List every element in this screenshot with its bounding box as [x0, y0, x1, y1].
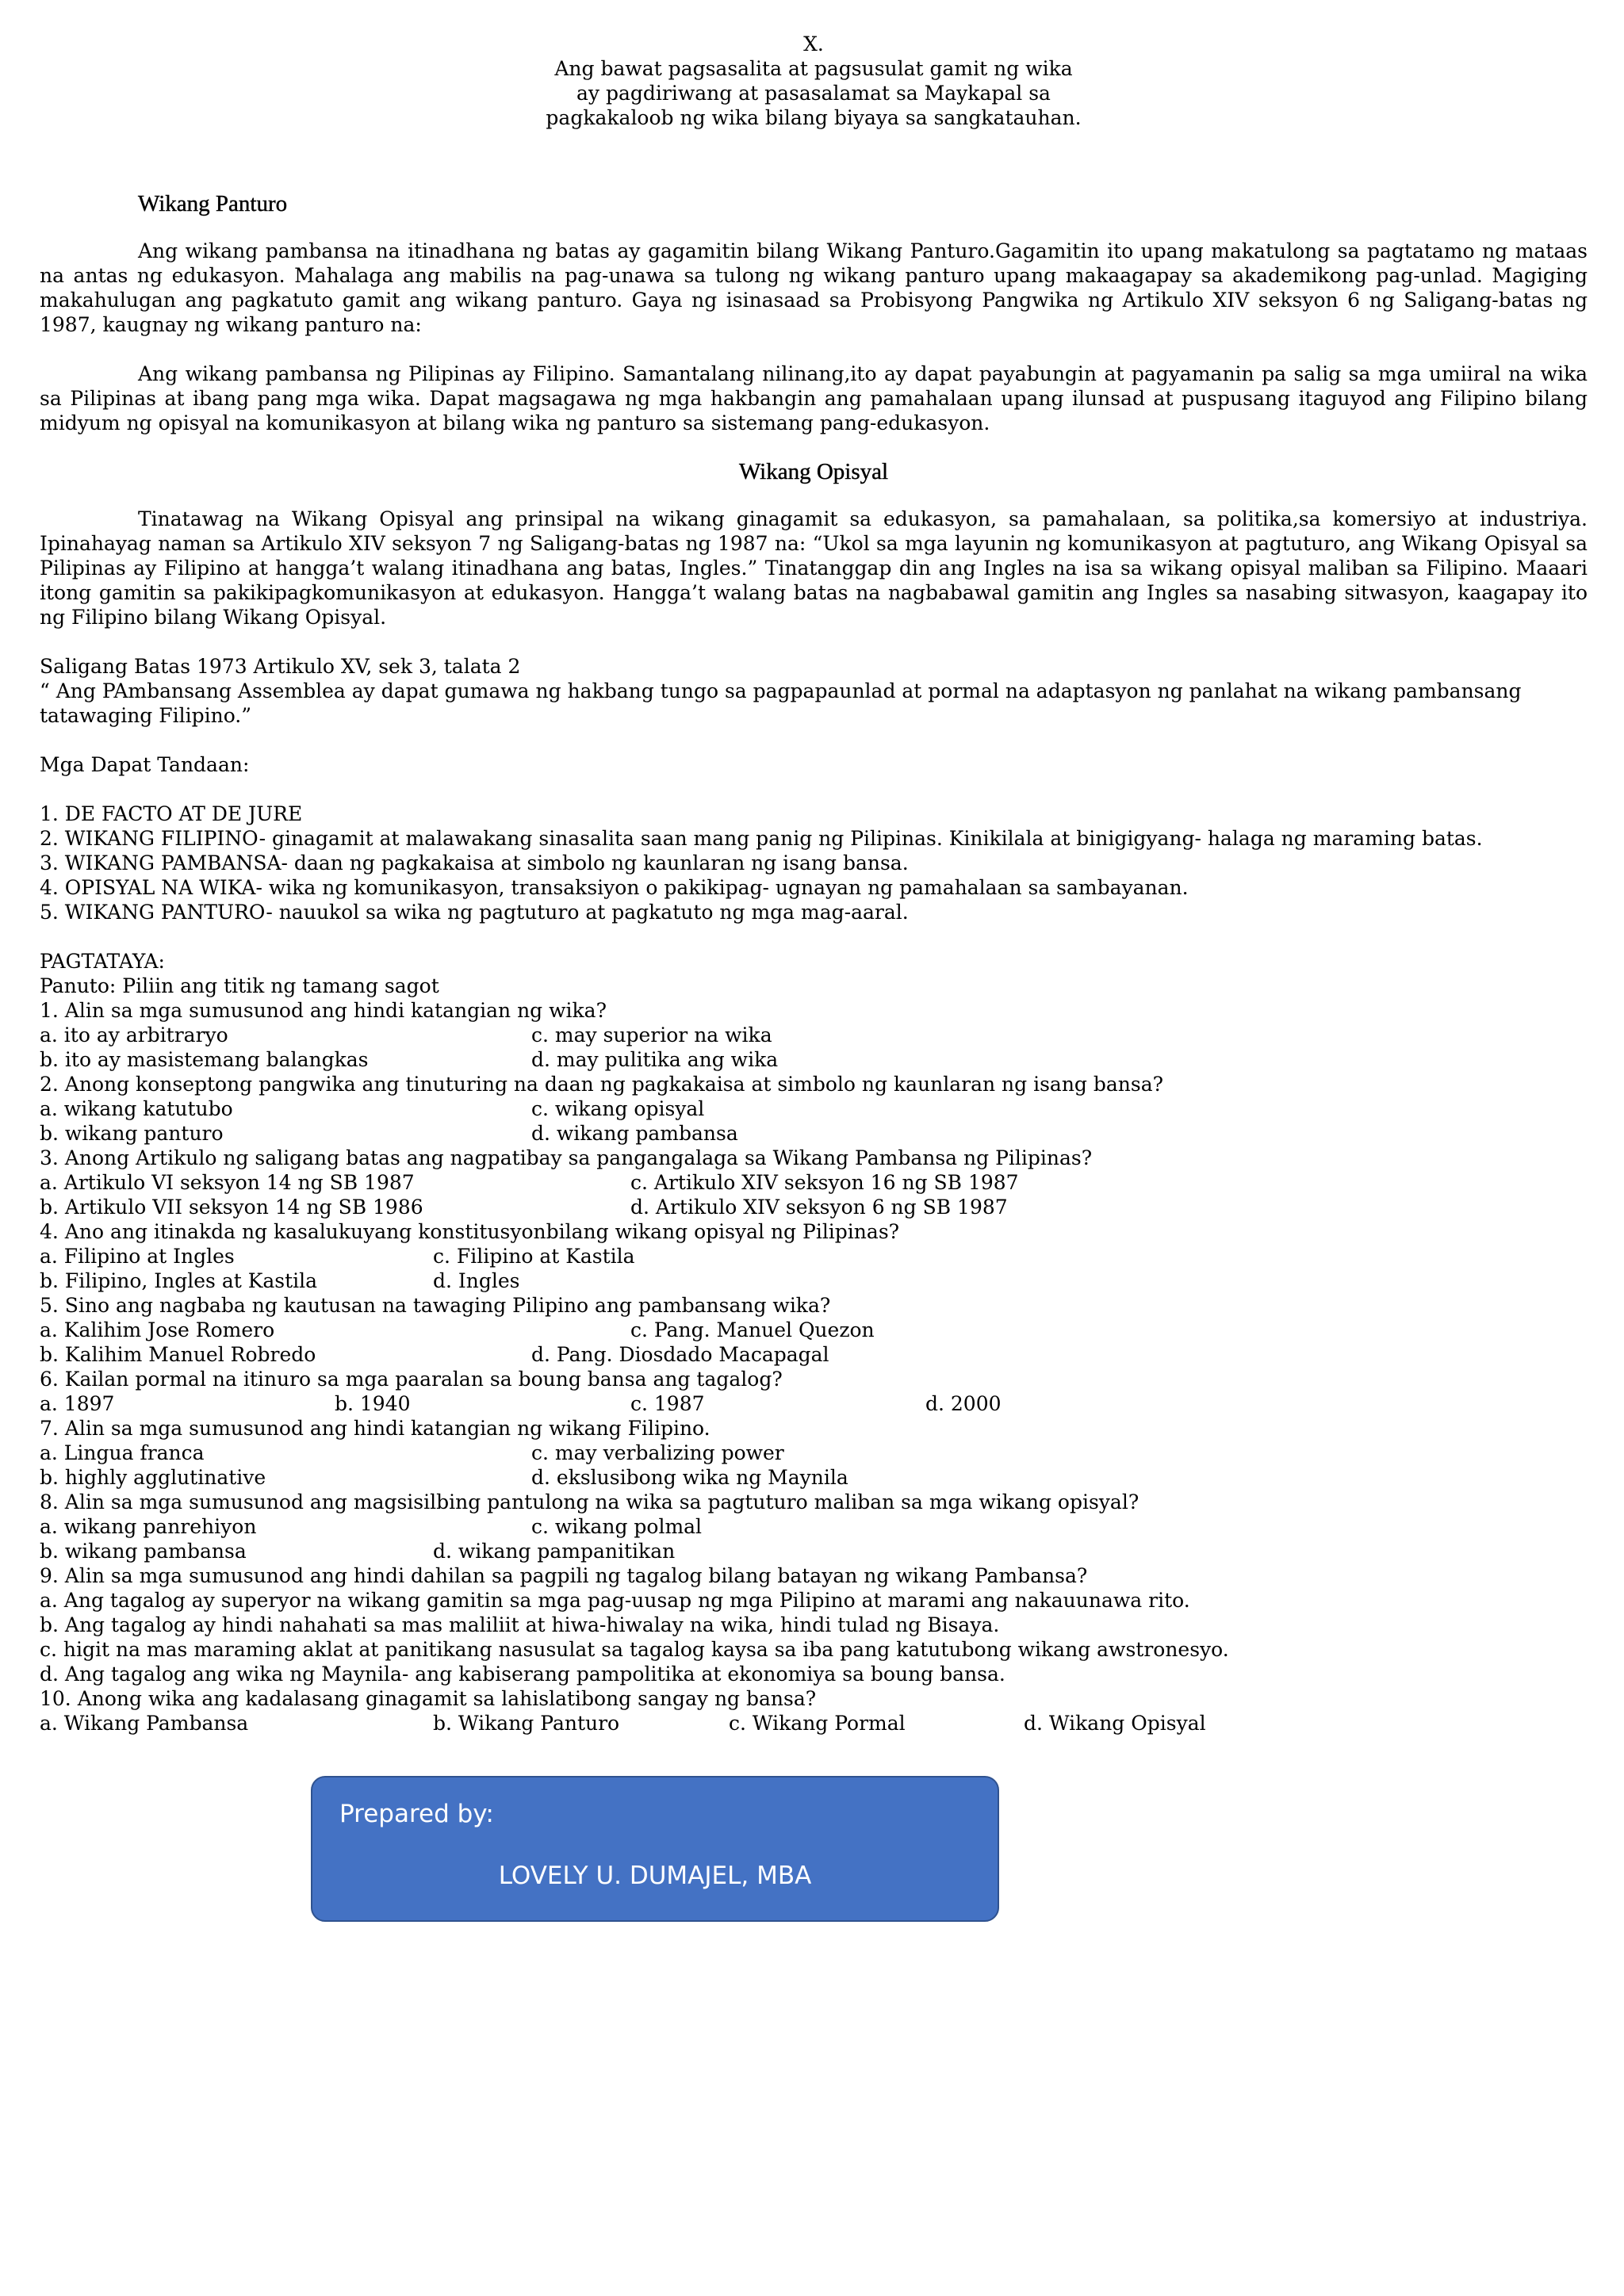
document-page	[40, 32, 1588, 1735]
question-9: 9. Alin sa mga sumusunod ang hindi dahilan sa pagpili ng tagalog bilang batayan ng wikang Pambansa?	[40, 1564, 1088, 1587]
choices-row	[40, 1096, 1588, 1121]
choice-c: c. may superior na wika	[531, 1024, 772, 1047]
choice-a: a. 1897	[40, 1392, 115, 1415]
tandaan-title: Mga Dapat Tandaan:	[40, 753, 250, 776]
pagtataya-title: PAGTATAYA:	[40, 950, 165, 973]
choice-b: b. Ang tagalog ay hindi nahahati sa mas maliliit at hiwa-hiwalay na wika, hindi tulad ng Bisaya.	[40, 1613, 1000, 1636]
tandaan-item: 2. WIKANG FILIPINO- ginagamit at malawakang sinasalita saan mang panig ng Pilipinas. Kinikilala at binigigyang- halaga ng maraming batas.	[40, 827, 1483, 850]
choice-a: a. Lingua franca	[40, 1441, 205, 1464]
prepared-by-box	[311, 1776, 999, 1922]
panturo-paragraph-2: Ang wikang pambansa ng Pilipinas ay Filipino. Samantalang nilinang,ito ay dapat payabungin at pagyamanin pa salig sa mga umiiral na wika sa Pilipinas at ibang pang mga wika. Dapat magsagawa ng mga hakbangin ang pamahalaan upang ilunsad at puspusang itaguyod ang Filipino bilang midyum ng opisyal na komunikasyon at bilang wika ng panturo sa sistemang pang-edukasyon.	[40, 362, 1588, 434]
question-6: 6. Kailan pormal na itinuro sa mga paaralan sa boung bansa ang tagalog?	[40, 1368, 783, 1391]
question-10: 10. Anong wika ang kadalasang ginagamit sa lahislatibong sangay ng bansa?	[40, 1687, 817, 1710]
choice-d: d. Ingles	[433, 1269, 520, 1292]
question-4: 4. Ano ang itinakda ng kasalukuyang konstitusyonbilang wikang opisyal ng Pilipinas?	[40, 1220, 900, 1243]
question-1: 1. Alin sa mga sumusunod ang hindi katangian ng wika?	[40, 999, 607, 1022]
choice-c: c. Artikulo XIV seksyon 16 ng SB 1987	[630, 1171, 1019, 1194]
header-line-4: pagkakaloob ng wika bilang biyaya sa sangkatauhan.	[546, 106, 1082, 129]
choice-a: a. Kalihim Jose Romero	[40, 1318, 275, 1341]
heading-wikang-panturo: Wikang Panturo	[138, 191, 288, 216]
prepared-by-label: Prepared by:	[339, 1800, 494, 1828]
choice-c: c. higit na mas maraming aklat at panitikang nasusulat sa tagalog kaysa sa iba pang katutubong wikang awstronesyo.	[40, 1638, 1229, 1661]
tandaan-item: 5. WIKANG PANTURO- nauukol sa wika ng pagtuturo at pagkatuto ng mga mag-aaral.	[40, 901, 909, 924]
panturo-paragraph-1: Ang wikang pambansa na itinadhana ng batas ay gagamitin bilang Wikang Panturo.Gagamitin ito upang makatulong sa pagtatamo ng mataas na antas ng edukasyon. Mahalaga ang mabilis na pag-unawa sa tulong ng wikang panturo upang makaagapay sa akademikong pag-unlad. Magiging makahulugan ang pagkatuto gamit ang wikang panturo. Gaya ng isinasaad sa Probisyong Pangwika ng Artikulo XIV seksyon 6 ng Saligang-batas ng 1987, kaugnay ng wikang panturo na:	[40, 239, 1588, 336]
choice-d: d. Pang. Diosdado Macapagal	[531, 1343, 829, 1366]
choice-a: a. Wikang Pambansa	[40, 1712, 249, 1735]
choice-d: d. wikang pambansa	[531, 1122, 738, 1145]
choice-c: c. may verbalizing power	[531, 1441, 784, 1464]
choice-d: d. Ang tagalog ang wika ng Maynila- ang kabiserang pampolitika at ekonomiya sa boung bansa.	[40, 1663, 1005, 1686]
choice-b: b. Artikulo VII seksyon 14 ng SB 1986	[40, 1196, 423, 1219]
tandaan-item: 1. DE FACTO AT DE JURE	[40, 802, 303, 825]
header-line-2: Ang bawat pagsasalita at pagsusulat gamit ng wika	[554, 57, 1073, 80]
question-7: 7. Alin sa mga sumusunod ang hindi katangian ng wikang Filipino.	[40, 1417, 710, 1440]
choices-row	[40, 1269, 1588, 1293]
choices-row	[40, 1244, 1588, 1269]
saligang-batas-reference: Saligang Batas 1973 Artikulo XV, sek 3, talata 2	[40, 655, 521, 678]
choice-c: c. Filipino at Kastila	[433, 1245, 635, 1268]
choices-row	[40, 1465, 1588, 1490]
choices-row	[40, 1047, 1588, 1072]
choices-row	[40, 1023, 1588, 1047]
choices-row	[40, 1121, 1588, 1146]
choice-d: d. Artikulo XIV seksyon 6 ng SB 1987	[630, 1196, 1008, 1219]
choices-row	[40, 1170, 1588, 1195]
question-2: 2. Anong konseptong pangwika ang tinuturing na daan ng pagkakaisa at simbolo ng kaunlaran ng isang bansa?	[40, 1073, 1164, 1096]
choice-a: a. wikang panrehiyon	[40, 1515, 257, 1538]
choices-row	[40, 1318, 1588, 1342]
tandaan-list	[40, 802, 1588, 924]
choice-c: c. Pang. Manuel Quezon	[630, 1318, 875, 1341]
opisyal-paragraph: Tinatawag na Wikang Opisyal ang prinsipal na wikang ginagamit sa edukasyon, sa pamahalaan, sa politika,sa komersiyo at industriya. Ipinahayag naman sa Artikulo XIV seksyon 7 ng Saligang-batas ng 1987 na: “Ukol sa mga layunin ng komunikasyon at pagtuturo, ang Wikang Opisyal sa Pilipinas ay Filipino at hangga’t walang itinadhana ang batas, Ingles.” Tinatanggap din ang Ingles na isa sa wikang opisyal maliban sa Filipino. Maaari itong gamitin sa pakikipagkomunikasyon at edukasyon. Hangga’t walang batas na nagbabawal gamitin ang Ingles sa nasabing sitwasyon, kaagapay ito ng Filipino bilang Wikang Opisyal.	[40, 507, 1588, 629]
choice-c: c. wikang polmal	[531, 1515, 703, 1538]
choice-b: b. Filipino, Ingles at Kastila	[40, 1269, 318, 1292]
header-line-3: ay pagdiriwang at pasasalamat sa Maykapal sa	[576, 82, 1051, 105]
choice-a: a. wikang katutubo	[40, 1097, 233, 1120]
choice-b: b. wikang pambansa	[40, 1540, 247, 1563]
question-5: 5. Sino ang nagbaba ng kautusan na tawaging Pilipino ang pambansang wika?	[40, 1294, 831, 1317]
choice-d: d. wikang pampanitikan	[433, 1540, 676, 1563]
pagtataya-section	[40, 949, 1588, 1735]
choice-c: c. 1987	[630, 1392, 705, 1415]
choice-c: c. Wikang Pormal	[729, 1712, 906, 1735]
choice-b: b. Wikang Panturo	[433, 1712, 620, 1735]
choice-a: a. Ang tagalog ay superyor na wikang gamitin sa mga pag-uusap ng mga Pilipino at marami ang nakauunawa rito.	[40, 1589, 1190, 1612]
choice-a: a. Artikulo VI seksyon 14 ng SB 1987	[40, 1171, 415, 1194]
tandaan-item: 3. WIKANG PAMBANSA- daan ng pagkakaisa at simbolo ng kaunlaran ng isang bansa.	[40, 851, 909, 874]
choices-row	[40, 1342, 1588, 1367]
choices-row	[40, 1441, 1588, 1465]
choice-d: d. ekslusibong wika ng Maynila	[531, 1466, 848, 1489]
tandaan-item: 4. OPISYAL NA WIKA- wika ng komunikasyon, transaksiyon o pakikipag- ugnayan ng pamahalaan sa sambayanan.	[40, 876, 1189, 899]
choice-d: d. Wikang Opisyal	[1024, 1712, 1206, 1735]
choice-b: b. wikang panturo	[40, 1122, 224, 1145]
choice-c: c. wikang opisyal	[531, 1097, 705, 1120]
choice-b: b. Kalihim Manuel Robredo	[40, 1343, 316, 1366]
choice-d: d. may pulitika ang wika	[531, 1048, 779, 1071]
choices-row	[40, 1539, 1588, 1563]
choices-row	[40, 1195, 1588, 1219]
choices-row	[40, 1391, 1588, 1416]
choice-d: d. 2000	[925, 1392, 1002, 1415]
choice-a: a. Filipino at Ingles	[40, 1245, 235, 1268]
choices-row	[40, 1711, 1588, 1735]
preparer-name: LOVELY U. DUMAJEL, MBA	[498, 1862, 812, 1890]
choice-a: a. ito ay arbitraryo	[40, 1024, 228, 1047]
saligang-batas-section	[40, 654, 1588, 728]
choices-row	[40, 1514, 1588, 1539]
question-8: 8. Alin sa mga sumusunod ang magsisilbing pantulong na wika sa pagtuturo maliban sa mga wikang opisyal?	[40, 1490, 1139, 1513]
saligang-batas-quote: “ Ang PAmbansang Assemblea ay dapat gumawa ng hakbang tungo sa pagpapaunlad at pormal na adaptasyon ng panlahat na wikang pambansang tatawaging Filipino.”	[40, 679, 1522, 727]
choice-b: b. 1940	[335, 1392, 411, 1415]
choice-b: b. ito ay masistemang balangkas	[40, 1048, 369, 1071]
header-line-1: X.	[803, 33, 824, 55]
question-3: 3. Anong Artikulo ng saligang batas ang nagpatibay sa pangangalaga sa Wikang Pambansa ng Pilipinas?	[40, 1146, 1093, 1169]
header-motto	[40, 32, 1588, 130]
choice-b: b. highly agglutinative	[40, 1466, 266, 1489]
heading-wikang-opisyal: Wikang Opisyal	[738, 459, 889, 484]
pagtataya-instructions: Panuto: Piliin ang titik ng tamang sagot	[40, 974, 439, 997]
